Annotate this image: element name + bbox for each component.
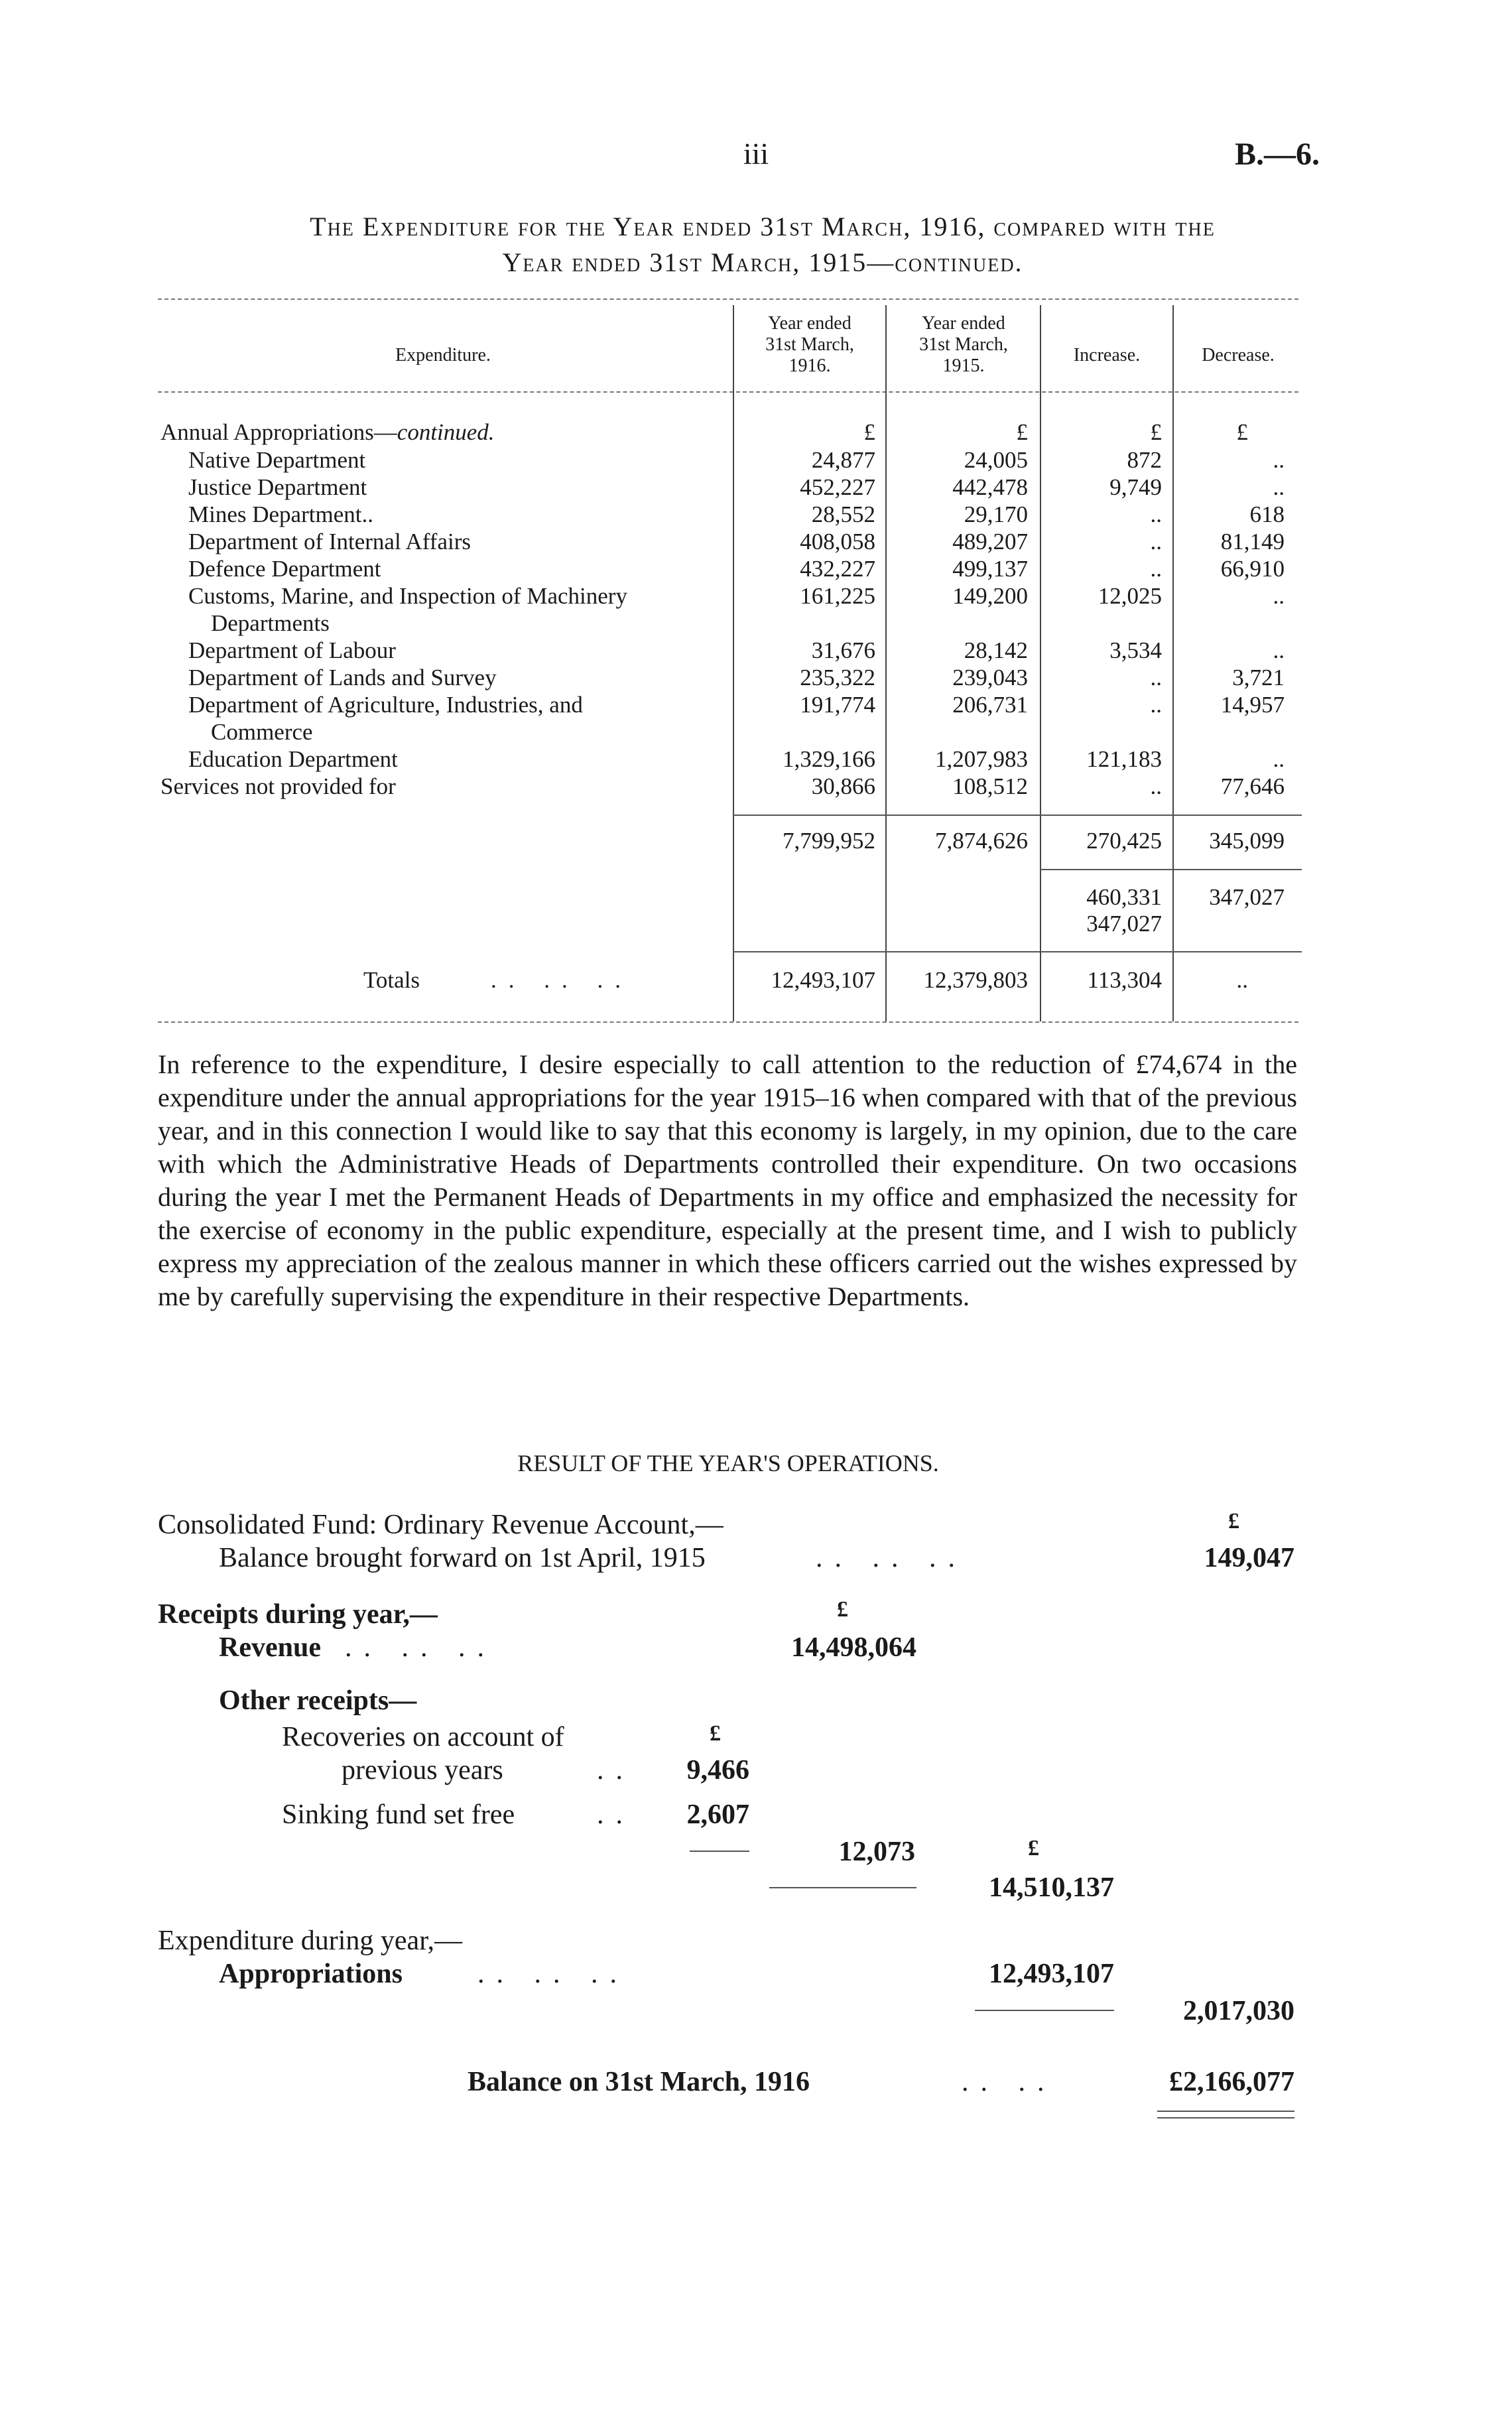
row-label: Justice Department [188, 474, 367, 500]
value-1915: 29,170 [964, 501, 1028, 527]
currency-decrease: £ [1236, 419, 1248, 445]
leader-dots: .. .. [962, 2067, 1056, 2097]
value-1915: 28,142 [964, 637, 1028, 663]
value-increase: .. [1150, 501, 1162, 527]
value-increase: 872 [1127, 447, 1162, 473]
leader-dots: .. .. .. [816, 1543, 967, 1573]
revenue-value: 14,498,064 [791, 1632, 916, 1663]
value-1916: 191,774 [800, 692, 875, 718]
table-row [0, 692, 1512, 720]
adjust-increase-2: 347,027 [1086, 911, 1162, 937]
value-1916: 408,058 [800, 529, 875, 554]
expenditure-label: Expenditure during year,— [158, 1925, 463, 1956]
currency-1916: £ [863, 419, 875, 445]
table-row [0, 419, 1512, 447]
net-surplus: 2,017,030 [1183, 1996, 1294, 2026]
value-decrease: 81,149 [1220, 529, 1285, 554]
value-increase: 9,749 [1109, 474, 1162, 500]
value-1915: 24,005 [964, 447, 1028, 473]
value-1916: 1,329,166 [783, 746, 875, 772]
currency-increase: £ [1150, 419, 1162, 445]
totals-decrease: .. [1236, 967, 1248, 993]
leader-dots: .. .. .. [345, 1632, 496, 1663]
double-rule [1157, 2117, 1294, 2119]
balance-end-label: Balance on 31st March, 1916 [468, 2067, 810, 2097]
col-header-1915: Year ended 31st March, 1915. [919, 313, 1008, 376]
value-decrease: .. [1273, 637, 1285, 663]
section-heading: RESULT OF THE YEAR'S OPERATIONS. [517, 1450, 939, 1476]
value-decrease: 3,721 [1232, 665, 1285, 690]
row-label-continued: Departments [211, 610, 330, 636]
value-decrease: 77,646 [1220, 773, 1285, 799]
value-decrease: .. [1273, 746, 1285, 772]
leader-dots: .. [597, 1799, 635, 1830]
table-row-continuation [0, 719, 1512, 747]
sinking-fund-label: Sinking fund set free [282, 1799, 515, 1830]
row-label: Department of Labour [188, 637, 396, 663]
cf-label: Consolidated Fund: Ordinary Revenue Account,— [158, 1510, 724, 1540]
value-increase: .. [1150, 692, 1162, 718]
subtotal-1915: 7,874,626 [935, 828, 1028, 854]
value-increase: 3,534 [1109, 637, 1162, 663]
sum-rule [975, 2010, 1114, 2011]
currency-mark: £ [710, 1721, 721, 1746]
row-label: Education Department [188, 746, 398, 772]
col-header-1916: Year ended 31st March, 1916. [765, 313, 854, 376]
leader-dots: .. [597, 1755, 635, 1786]
appropriations-value: 12,493,107 [989, 1959, 1114, 1989]
revenue-label: Revenue [219, 1632, 321, 1663]
currency-mark: £ [1028, 1836, 1039, 1860]
value-1916: 432,227 [800, 556, 875, 582]
adjust-decrease: 347,027 [1209, 884, 1285, 910]
table-header-rule [158, 391, 1298, 393]
row-label: Customs, Marine, and Inspection of Machinery [188, 583, 627, 609]
other-receipts-total: 12,073 [838, 1837, 915, 1867]
balance-brought-label: Balance brought forward on 1st April, 1915 [219, 1543, 706, 1573]
value-increase: .. [1150, 529, 1162, 554]
subtotal-1916: 7,799,952 [783, 828, 875, 854]
value-1916: 452,227 [800, 474, 875, 500]
other-receipts-label: Other receipts— [219, 1685, 417, 1716]
value-1915: 239,043 [952, 665, 1028, 690]
currency-1915: £ [1016, 419, 1028, 445]
sinking-fund-value: 2,607 [686, 1799, 749, 1830]
value-decrease: .. [1273, 583, 1285, 609]
value-decrease: 618 [1249, 501, 1285, 527]
table-top-rule [158, 298, 1298, 300]
recoveries-value: 9,466 [686, 1755, 749, 1786]
sum-rule [769, 1887, 916, 1888]
table-row [0, 447, 1512, 475]
value-1915: 489,207 [952, 529, 1028, 554]
totals-row [0, 967, 1512, 995]
row-label: Native Department [188, 447, 366, 473]
totals-1916: 12,493,107 [771, 967, 875, 993]
receipts-label: Receipts during year,— [158, 1599, 438, 1630]
page-number: iii [743, 137, 769, 170]
value-decrease: 14,957 [1220, 692, 1285, 718]
value-1915: 499,137 [952, 556, 1028, 582]
totals-increase: 113,304 [1087, 967, 1162, 993]
table-row [0, 529, 1512, 556]
table-row [0, 665, 1512, 692]
value-1916: 28,552 [811, 501, 875, 527]
value-decrease: .. [1273, 474, 1285, 500]
col-header-increase: Increase. [1073, 345, 1141, 365]
table-row [0, 583, 1512, 611]
currency-mark: £ [837, 1597, 848, 1622]
col-header-expenditure: Expenditure. [395, 345, 491, 365]
subtotal-decrease: 345,099 [1209, 828, 1285, 854]
value-1916: 24,877 [811, 447, 875, 473]
totals-label: Totals [363, 967, 420, 993]
value-1915: 149,200 [952, 583, 1028, 609]
table-row [0, 556, 1512, 584]
leader-dots: .. .. .. [491, 967, 633, 993]
value-increase: 121,183 [1086, 746, 1162, 772]
totals-rule [733, 951, 1302, 952]
table-bottom-rule [158, 1021, 1298, 1023]
value-decrease: 66,910 [1220, 556, 1285, 582]
col-header-decrease: Decrease. [1202, 345, 1275, 365]
document-reference: B.—6. [1234, 137, 1320, 172]
adjust-increase-1: 460,331 [1086, 884, 1162, 910]
section-label: Annual Appropriations—continued. [160, 419, 495, 445]
table-row [0, 746, 1512, 774]
appropriations-label: Appropriations [219, 1959, 403, 1989]
value-1915: 206,731 [952, 692, 1028, 718]
value-decrease: .. [1273, 447, 1285, 473]
value-1915: 108,512 [952, 773, 1028, 799]
currency-mark: £ [1228, 1509, 1239, 1533]
table-row-continuation [0, 610, 1512, 638]
balance-end-value: £2,166,077 [1169, 2067, 1294, 2097]
leader-dots: .. .. .. [477, 1959, 629, 1989]
row-label-continued: Commerce [211, 719, 313, 745]
table-row [0, 501, 1512, 529]
row-label: Department of Internal Affairs [188, 529, 471, 554]
value-1916: 235,322 [800, 665, 875, 690]
row-label: Defence Department [188, 556, 381, 582]
adjust-row [0, 884, 1512, 912]
value-increase: .. [1150, 556, 1162, 582]
adjust-row [0, 911, 1512, 939]
table-title-line-2: Year ended 31st March, 1915—continued. [502, 247, 1023, 277]
body-paragraph: In reference to the expenditure, I desire especially to call attention to the reduction of £74,674 in the expenditure under the annual appropriations for the year 1915–16 when compared with that of the previous year, and in this connection I would like to say that this economy is largely, in my opinion, due to the care with which the Administrative Heads of Departments controlled their expenditure. On two occasions during the year I met the Permanent Heads of Departments in my office and emphasized the necessity for the exercise of economy in the public expenditure, especially at the present time, and I wish to publicly express my appreciation of the zealous manner in which these officers carried out the wishes expressed by me by carefully supervising the expenditure in their respective Departments. [158, 1049, 1297, 1311]
value-increase: .. [1150, 665, 1162, 690]
row-label: Services not provided for [160, 773, 396, 799]
row-label: Department of Lands and Survey [188, 665, 497, 690]
value-increase: .. [1150, 773, 1162, 799]
value-1915: 1,207,983 [935, 746, 1028, 772]
recoveries-label-2: previous years [342, 1755, 503, 1786]
recoveries-label: Recoveries on account of [282, 1722, 564, 1752]
table-row [0, 637, 1512, 665]
row-label: Department of Agriculture, Industries, and [188, 692, 583, 718]
balance-brought-value: 149,047 [1204, 1543, 1294, 1573]
value-1916: 161,225 [800, 583, 875, 609]
value-1916: 31,676 [811, 637, 875, 663]
adjust-rule [1040, 869, 1302, 870]
double-rule [1157, 2111, 1294, 2112]
value-increase: 12,025 [1098, 583, 1162, 609]
totals-1915: 12,379,803 [923, 967, 1028, 993]
value-1916: 30,866 [811, 773, 875, 799]
receipts-total: 14,510,137 [989, 1872, 1114, 1903]
table-row [0, 773, 1512, 801]
sum-rule [690, 1851, 749, 1852]
value-1915: 442,478 [952, 474, 1028, 500]
subtotal-increase: 270,425 [1086, 828, 1162, 854]
row-label: Mines Department.. [188, 501, 373, 527]
subtotal-row [0, 828, 1512, 856]
subtotal-rule [733, 815, 1302, 816]
table-row [0, 474, 1512, 502]
table-title-line-1: The Expenditure for the Year ended 31st March, 1916, compared with the [310, 212, 1216, 241]
